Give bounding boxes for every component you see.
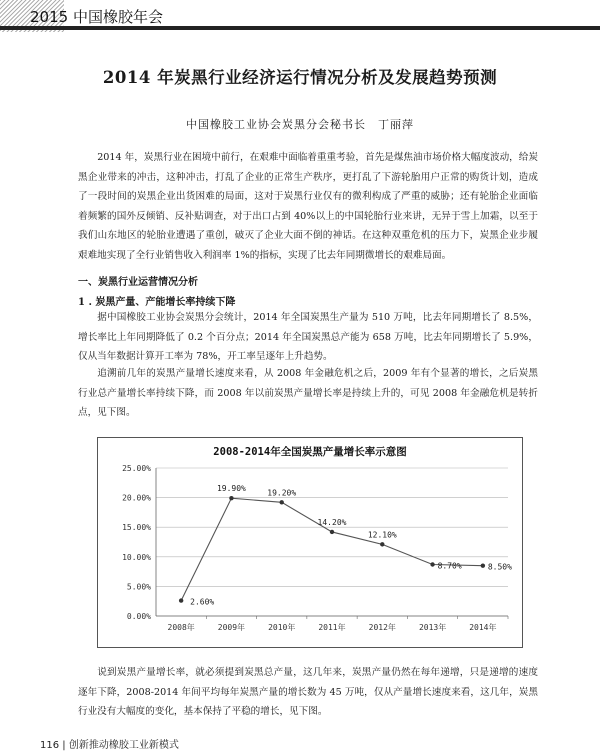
header-rule	[0, 26, 600, 30]
line-chart	[97, 437, 523, 648]
data-point	[330, 530, 334, 534]
paragraph-4-text: 说到炭黑产量增长率，就必须提到炭黑总产量，这几年来，炭黑产量仍然在每年递增，只是递增的速度逐年下降，2008-2014 年间平均每年炭黑产量的增长数为 45 万吨，仅从产量增长速度来看，这几年，炭黑行业没有大幅度的变化，基本保持了平稳的增长，见下图。	[78, 667, 538, 718]
section-heading: 一、炭黑行业运营情况分析	[78, 277, 198, 288]
series-line	[181, 498, 483, 600]
page-footer: 116 | 创新推动橡胶工业新模式	[40, 740, 179, 751]
intro-paragraph	[78, 148, 538, 266]
paragraph-4	[78, 663, 538, 722]
running-header: 2015 中国橡胶年会	[30, 8, 163, 26]
data-label: 8.70%	[437, 561, 462, 571]
paragraph-2	[78, 308, 538, 367]
data-label: 12.10%	[367, 530, 397, 540]
y-tick-label: 10.00%	[122, 552, 151, 562]
y-tick-label: 0.00%	[126, 612, 151, 621]
data-point	[179, 598, 183, 602]
subsection-heading: 1 . 炭黑产量、产能增长率持续下降	[78, 297, 236, 308]
chart-title: 2008-2014年全国炭黑产量增长率示意图	[213, 446, 407, 458]
paragraph-3-text: 追溯前几年的炭黑产量增长速度来看，从 2008 年金融危机之后，2009 年有个显著的增长，之后炭黑行业总产量增长率持续下降，而 2008 年以前炭黑产量增长率是持续上升的，可见 2008 年金融危机是转折点，见下图。	[78, 368, 538, 419]
x-tick-label: 2014年	[469, 623, 497, 632]
data-label: 2.60%	[190, 597, 215, 607]
article-title: 2014 年炭黑行业经济运行情况分析及发展趋势预测	[102, 68, 498, 87]
data-point	[229, 496, 233, 500]
y-tick-label: 25.00%	[122, 464, 151, 473]
x-tick-label: 2011年	[318, 623, 346, 632]
article-author: 中国橡胶工业协会炭黑分会秘书长 丁丽萍	[186, 118, 414, 131]
x-tick-label: 2008年	[167, 623, 195, 632]
data-point	[481, 563, 485, 567]
data-point	[280, 500, 284, 504]
x-tick-label: 2012年	[368, 623, 396, 632]
data-point	[380, 542, 384, 546]
chart-svg	[98, 438, 522, 647]
data-label: 14.20%	[317, 517, 347, 527]
data-label: 8.50%	[487, 562, 512, 572]
paragraph-3	[78, 364, 538, 423]
intro-text: 2014 年，炭黑行业在困境中前行，在艰难中面临着重重考验，首先是煤焦油市场价格大幅度波动，给炭黑企业带来的冲击，这种冲击，打乱了企业的正常生产秩序，更打乱了下游轮胎用户正常的购货计划，造成了一段时间的炭黑企业出货困难的局面，这对于炭黑行业仅有的微利构成了严重的威胁；还有轮胎企业面临着频繁的国外反倾销、反补贴调查，对于出口占到 40%以上的中国轮胎行业来讲，无异于雪上加霜，以至于我们山东地区的轮胎业遭遇了重创，破灭了企业大面不倒的神话。在这种双重危机的压力下，炭黑企业步履艰难地实现了全行业销售收入利润率 1%的指标，实现了比去年同期微增长的艰难局面。	[78, 152, 538, 261]
data-label: 19.90%	[216, 484, 246, 494]
data-label: 19.20%	[267, 488, 297, 498]
x-tick-label: 2010年	[268, 623, 296, 632]
y-tick-label: 20.00%	[122, 493, 151, 503]
data-point	[430, 562, 434, 566]
x-tick-label: 2013年	[418, 623, 447, 632]
x-tick-label: 2009年	[217, 623, 246, 632]
paragraph-2-text: 据中国橡胶工业协会炭黑分会统计，2014 年全国炭黑生产量为 510 万吨，比去年同期增长了 8.5%，增长率比上年同期降低了 0.2 个百分点；2014 年全国炭黑总产能为 658 万吨，比去年同期增长了 5.9%，仅从当年数据计算开工率为 78%，开工率呈逐年上升趋势。	[78, 312, 538, 363]
y-tick-label: 15.00%	[122, 523, 151, 533]
y-tick-label: 5.00%	[126, 582, 151, 592]
